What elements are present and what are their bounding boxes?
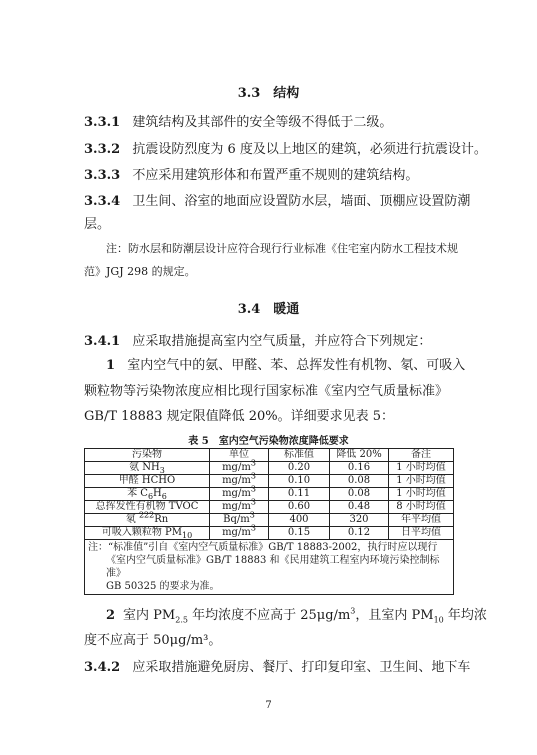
clause-text: 应采取措施避免厨房、餐厅、打印复印室、卫生间、地下车	[132, 660, 471, 675]
item-2-line-1: 2 室内 $PM_{2.5}$ 年均浓度不应高于 $25\mu g/m^3$，且室内 $PM_{10}$ 年均浓	[106, 606, 487, 625]
reduced-value: 0.08	[330, 488, 389, 501]
table-note-line: 注：“标准值”引自《室内空气质量标准》GB/T 18883-2002，执行时应以现行	[88, 542, 438, 553]
table-row	[85, 488, 454, 501]
column-header: 备注	[389, 449, 454, 462]
clause-number: 3.3.2	[84, 142, 121, 157]
clause-text: 不应采用建筑形体和布置严重不规则的建筑结构。	[132, 168, 419, 183]
standard-value: 0.15	[269, 527, 330, 540]
table-header-row	[85, 449, 454, 462]
remark-cell: 1 小时均值	[389, 475, 454, 488]
table-row	[85, 527, 454, 540]
reduced-value: 0.16	[330, 462, 389, 475]
clause-number: 3.4.2	[84, 660, 121, 675]
clause-number: 3.4.1	[84, 334, 121, 349]
remark-cell: 年平均值	[389, 514, 454, 527]
standard-value: 0.20	[269, 462, 330, 475]
clause-text: 卫生间、浴室的地面应设置防水层，墙面、顶棚应设置防潮	[132, 194, 471, 209]
section-heading-3-4: 3.4 暖通	[237, 302, 300, 317]
item-number: 1	[106, 358, 116, 373]
reduced-value: 0.48	[330, 501, 389, 514]
clause-3-3-4-continuation: 层。	[84, 217, 111, 232]
reduced-value: 0.08	[330, 475, 389, 488]
table-note	[85, 540, 454, 595]
remark-cell: 8 小时均值	[389, 501, 454, 514]
clause-3-4-2	[84, 656, 470, 675]
item-number: 2	[106, 608, 116, 623]
pollutant-name: 氨 $NH_3$	[85, 462, 210, 475]
item-1-line-1	[106, 354, 465, 373]
column-header: 单位	[210, 449, 269, 462]
unit-cell: $Bq/m^3$	[210, 514, 269, 527]
section-heading-3-3: 3.3 结构	[237, 86, 300, 101]
standard-value: 400	[269, 514, 330, 527]
clause-number: 3.3.3	[84, 168, 121, 183]
item-1-line-3: GB/T 18883 规定限值降低 20%。详细要求见表 5：	[84, 409, 395, 424]
clause-number: 3.3.4	[84, 194, 121, 209]
note-line: 注：防水层和防潮层设计应符合现行行业标准《住宅室内防水工程技术规	[106, 242, 458, 255]
pollutant-name: 总挥发性有机物 TVOC	[85, 501, 210, 514]
pollutant-table	[84, 448, 454, 595]
unit-cell: $mg/m^3$	[210, 488, 269, 501]
pollutant-name: 甲醛 HCHO	[85, 475, 210, 488]
standard-value: 0.10	[269, 475, 330, 488]
clause-3-3-3	[84, 164, 418, 183]
clause-3-3-2	[84, 138, 487, 157]
pollutant-name: 可吸入颗粒物 $PM_{10}$	[85, 527, 210, 540]
remark-cell: 1 小时均值	[389, 488, 454, 501]
clause-text: 抗震设防烈度为 6 度及以上地区的建筑，必须进行抗震设计。	[132, 142, 487, 157]
table-note-line: GB 50325 的要求为准。	[106, 581, 220, 592]
remark-cell: 日平均值	[389, 527, 454, 540]
pollutant-name: 苯 $C_6H_6$	[85, 488, 210, 501]
table-row	[85, 462, 454, 475]
page-number: 7	[265, 700, 272, 711]
table-row	[85, 475, 454, 488]
column-header: 标准值	[269, 449, 330, 462]
table-note-row	[85, 540, 454, 595]
item-1-line-2: 颗粒物等污染物浓度应相比现行国家标准《室内空气质量标准》	[84, 384, 449, 399]
standard-value: 0.60	[269, 501, 330, 514]
item-2-line-2: 度不应高于 50μg/m³。	[84, 633, 222, 648]
unit-cell: $mg/m^3$	[210, 462, 269, 475]
remark-cell: 1 小时均值	[389, 462, 454, 475]
column-header: 污染物	[85, 449, 210, 462]
reduced-value: 0.12	[330, 527, 389, 540]
unit-cell: $mg/m^3$	[210, 501, 269, 514]
clause-3-3-1	[84, 111, 392, 130]
item-text: 室内空气中的氨、甲醛、苯、总挥发性有机物、氡、可吸入	[127, 358, 466, 373]
clause-3-4-1	[84, 330, 431, 349]
clause-text: 应采取措施提高室内空气质量，并应符合下列规定：	[132, 334, 432, 349]
unit-cell: $mg/m^3$	[210, 475, 269, 488]
clause-number: 3.3.1	[84, 115, 121, 130]
table-note-line: 《室内空气质量标准》GB/T 18883 和《民用建筑工程室内环境污染控制标准》	[106, 555, 440, 579]
clause-3-3-4	[84, 190, 470, 209]
clause-text: 建筑结构及其部件的安全等级不得低于二级。	[132, 115, 393, 130]
note-line: 范》JGJ 298 的规定。	[84, 265, 196, 278]
pollutant-name: 氡 $^{222}$Rn	[85, 514, 210, 527]
column-header: 降低 20%	[330, 449, 389, 462]
table-row	[85, 514, 454, 527]
table-title: 表 5 室内空气污染物浓度降低要求	[188, 436, 349, 447]
standard-value: 0.11	[269, 488, 330, 501]
reduced-value: 320	[330, 514, 389, 527]
unit-cell: $mg/m^3$	[210, 527, 269, 540]
